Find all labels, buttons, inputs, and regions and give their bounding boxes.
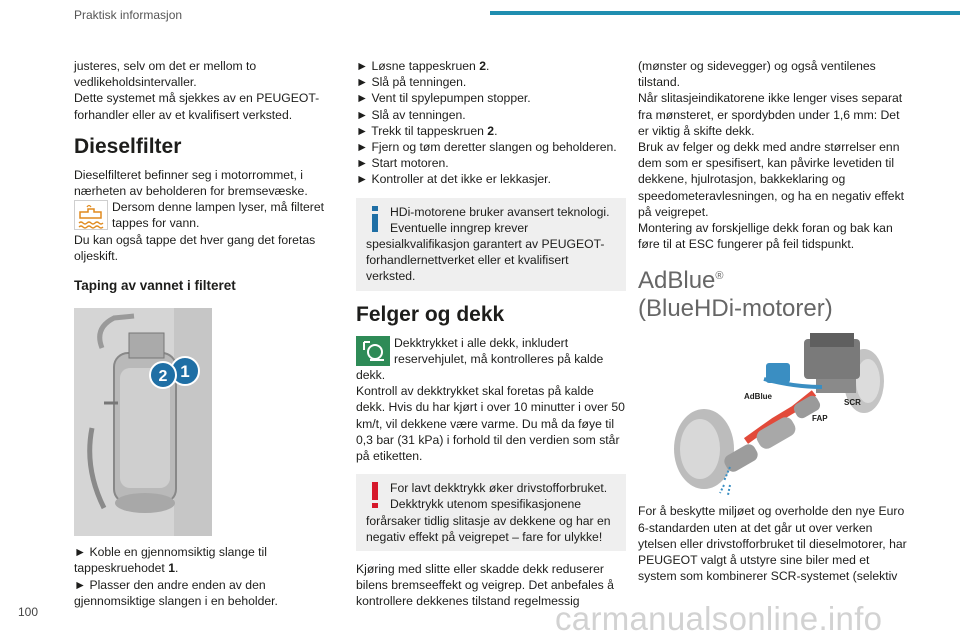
- step-wait-pump: ► Vent til spylepumpen stopper.: [356, 91, 531, 106]
- step-ignition-off: ► Slå av tenningen.: [356, 107, 466, 122]
- tyre-pressure-text: Dekktrykket i alle dekk, inkludert reservehjulet, må kontrolleres på kalde dekk.: [356, 335, 604, 383]
- column-middle: [356, 58, 626, 610]
- step-empty-hose: ► Fjern og tøm deretter slangen og beholderen.: [356, 140, 617, 155]
- warning-lamp-paragraph: [74, 199, 330, 231]
- diesel-filter-photo: [74, 308, 212, 536]
- warning-callout-text: For lavt dekktrykk øker drivstofforbruket. Dekktrykk utenom spesifikasjonene forårsaker tidlig slitasje av dekkene og har en negativ effekt på veigrepet – fare for ulykke!: [366, 481, 611, 544]
- tyre-condition-paragraph: (mønster og sidevegger) og også ventilenes tilstand.: [638, 59, 876, 90]
- pressure-control-paragraph: Kontroll av dekktrykket skal foretas på kalde dekk. Hvis du har kjørt i over 10 minutter i over 50 km/t, vil dekkene være varme. Du må da føye til 0,3 bar (31 kPa) i forhold til den verdien som står på etiketten.: [356, 384, 625, 464]
- heading-adblue-subtitle: (BlueHDi-motorer): [638, 295, 833, 323]
- label-fap: FAP: [812, 414, 828, 424]
- info-callout-text: HDi-motorene bruker avansert teknologi. Eventuelle inngrep krever spesialkvalifikasjon garantert av PEUGEOT-forhandlernettverket eller et kvalifisert verksted.: [366, 204, 610, 284]
- step-start-engine: ► Start motoren.: [356, 156, 449, 171]
- intro-paragraph-2: Dette systemet må sjekkes av en PEUGEOT-forhandler eller av et kvalifisert verksted.: [74, 91, 320, 122]
- worn-tyres-paragraph: Kjøring med slitte eller skadde dekk reduserer bilens bremseeffekt og veigrep. Det anbefales å kontrollere dekkenes tilstand regelmessig: [356, 562, 614, 609]
- adblue-system-diagram: [654, 329, 886, 499]
- step-ignition-on: ► Slå på tenningen.: [356, 75, 467, 90]
- callout-1: 1: [180, 362, 190, 382]
- warning-callout: [356, 474, 626, 551]
- step-loosen-screw: ► Løsne tappeskruen 2.: [356, 59, 490, 73]
- heading-water-draining: Taping av vannet i filteret: [74, 278, 236, 294]
- label-adblue: AdBlue: [744, 392, 772, 402]
- page-number: 100: [18, 605, 39, 619]
- heading-dieselfilter: Dieselfilter: [74, 134, 182, 158]
- wear-indicator-paragraph: Når slitasjeindikatorene ikke lenger vises separat fra mønsteret, er spordybden under 1,6 mm: Det er viktig å skifte dekk.: [638, 91, 903, 138]
- dieselfilter-location: Dieselfilteret befinner seg i motorrommet, i nærheten av beholderen for bremsevæske.: [74, 167, 308, 199]
- exclamation-icon: [366, 481, 386, 509]
- step-place-hose: ► Plasser den andre enden av den gjennomsiktige slangen i en beholder.: [74, 577, 278, 608]
- header-accent-bar: [490, 11, 960, 15]
- info-callout: [356, 198, 626, 291]
- callout-2: 2: [158, 368, 168, 386]
- heading-felger-dekk: Felger og dekk: [356, 302, 505, 326]
- column-left: [74, 58, 330, 609]
- tyre-pressure-icon: [356, 336, 390, 366]
- esc-paragraph: Montering av forskjellige dekk foran og bak kan føre til at ESC fungerer på feil tidspunkt.: [638, 221, 893, 252]
- step-tighten-screw: ► Trekk til tappeskruen 2.: [356, 123, 498, 138]
- intro-paragraph-1: justeres, selv om det er mellom to vedlikeholdsintervaller.: [74, 59, 257, 90]
- tyre-pressure-paragraph: [356, 335, 626, 384]
- adblue-intro-paragraph: For å beskytte miljøet og overholde den nye Euro 6-standarden uten at det går ut over verken ytelsen eller drivstofforbruket til dieselmotorer, har PEUGEOT valgt å utstyre sine biler med et system som kombinerer SCR-systemet (selektiv: [638, 504, 907, 584]
- label-scr: SCR: [844, 398, 861, 408]
- column-right: [638, 58, 908, 584]
- warning-lamp-text: Dersom denne lampen lyser, må filteret tappes for vann.: [112, 200, 325, 231]
- step-connect-hose: ► Koble en gjennomsiktig slange til tappeskruehodet 1.: [74, 545, 267, 576]
- oil-change-paragraph: Du kan også tappe det hver gang det foretas oljeskift.: [74, 232, 316, 263]
- wheel-size-paragraph: Bruk av felger og dekk med andre størrelser enn dem som er spesifisert, kan påvirke levetiden til dekkene, hjulrotasjon, bakkeklaring og speedometeravlesningen, og ha en negativ effekt på veigrepet.: [638, 140, 905, 219]
- heading-adblue: AdBlue® (BlueHDi-motorer): [638, 267, 833, 323]
- info-icon: [366, 205, 386, 233]
- running-header: Praktisk informasjon: [74, 8, 183, 22]
- step-check-leaks: ► Kontroller at det ikke er lekkasjer.: [356, 172, 551, 187]
- water-in-diesel-warning-icon: [74, 200, 108, 230]
- watermark: carmanualsonline.info: [555, 600, 883, 637]
